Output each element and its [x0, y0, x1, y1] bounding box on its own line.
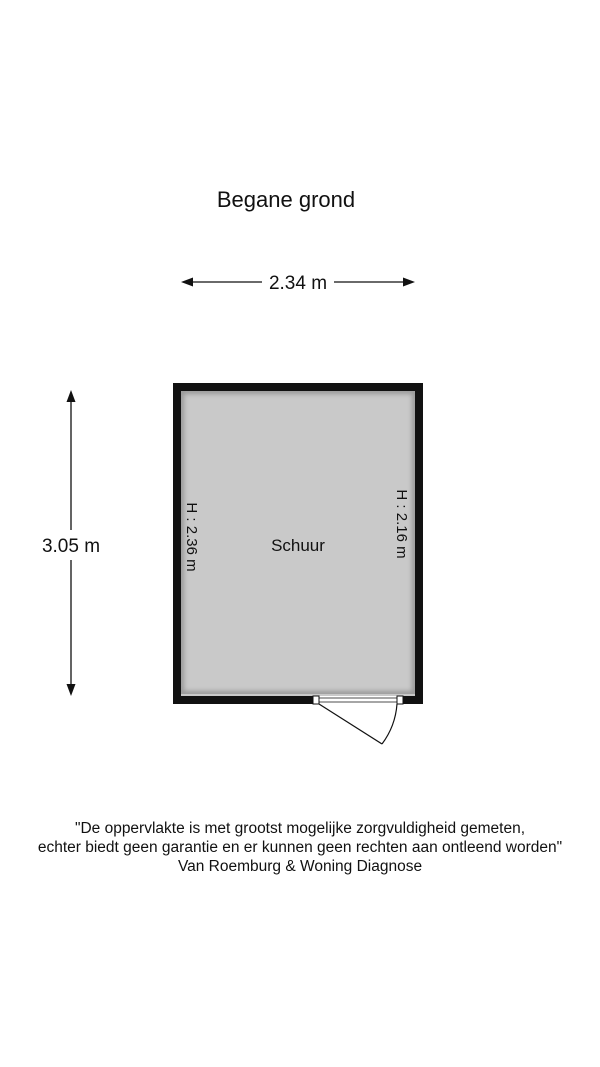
- depth-label: 3.05 m: [41, 536, 101, 557]
- width-dimension: [181, 273, 415, 294]
- disclaimer-line-3: Van Roemburg & Woning Diagnose: [177, 858, 423, 875]
- door: [313, 696, 403, 744]
- door-opening: [316, 696, 402, 704]
- disclaimer-line-1: "De oppervlakte is met grootst mogelijke zorgvuldigheid gemeten,: [74, 820, 526, 837]
- door-leaf: [319, 704, 382, 744]
- door-jamb-right: [397, 696, 403, 704]
- depth-dimension: [38, 390, 104, 696]
- disclaimer-line-2: echter biedt geen garantie en er kunnen geen rechten aan ontleend worden": [37, 839, 563, 856]
- depth-arrow-bottom-icon: [67, 684, 76, 696]
- room-height-left: H : 2.36 m: [183, 502, 200, 572]
- room-name: Schuur: [271, 536, 325, 555]
- depth-arrow-top-icon: [67, 390, 76, 402]
- room-height-right: H : 2.16 m: [393, 489, 410, 559]
- width-arrow-left-icon: [181, 278, 193, 287]
- width-arrow-right-icon: [403, 278, 415, 287]
- disclaimer: [0, 819, 600, 876]
- floor-title: Begane grond: [216, 187, 356, 212]
- door-jamb-left: [313, 696, 319, 704]
- door-swing-arc: [382, 704, 397, 744]
- width-label: 2.34 m: [268, 273, 328, 294]
